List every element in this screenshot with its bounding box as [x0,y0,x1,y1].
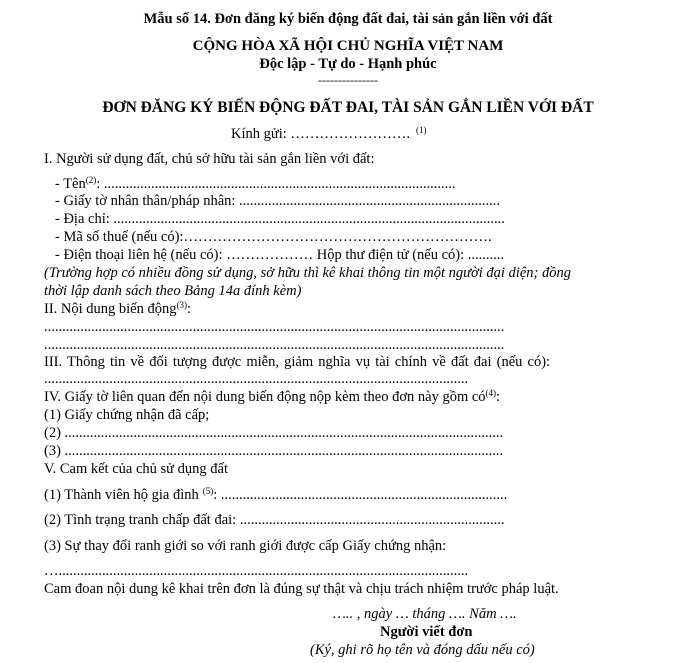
section3-heading: III. Thông tin về đối tượng được miễn, giảm nghĩa vụ tài chính về đất đai (nếu có): [44,354,551,370]
declaration: Cam đoan nội dung kê khai trên đơn là đúng sự thật và chịu trách nhiệm trước pháp luật. [44,581,559,597]
date-line: ….. , ngày … tháng …. Năm …. [333,606,517,622]
nation-header: CỘNG HÒA XÃ HỘI CHỦ NGHĨA VIỆT NAM [192,38,504,54]
section2-heading-line: II. Nội dung biến động$^{(3)}$: [44,300,192,317]
section4-heading: IV. Giấy tờ liên quan đến nội dung biến động nộp kèm theo đơn này gồm có [44,389,486,405]
addressee-note: (1) [416,125,427,135]
section1-note-line2: thời lập danh sách theo Bảng 14a đính kèm) [44,283,302,299]
name-note: (2) [85,175,97,185]
commitment-item1-label: (1) Thành viên hộ gia đình [44,487,199,503]
section1-heading: I. Người sử dụng đất, chủ sở hữu tài sản gắn liền với đất: [44,151,375,167]
signer-title: Người viết đơn [380,624,473,640]
id-doc-field: - Giấy tờ nhân thân/pháp nhân: ........................................................................ [55,193,501,209]
name-dots: : ................................................................................................. [96,176,456,192]
section5-heading: V. Cam kết của chủ sử dụng đất [44,461,228,477]
document-title: ĐƠN ĐĂNG KÝ BIẾN ĐỘNG ĐẤT ĐAI, TÀI SẢN GẮN LIỀN VỚI ĐẤT [102,99,594,116]
addressee-text: Kính gửi: ……………………. [231,126,411,142]
form-code: Mẫu số 14. Đơn đăng ký biến động đất đai, tài sản gắn liền với đất [143,11,553,27]
commitment-item3-dots: …................................................................................................................. [44,563,469,579]
commitment-item1-note: (5) [202,486,214,496]
section4-note: (4) [485,388,497,398]
section4-heading-line: IV. Giấy tờ liên quan đến nội dung biến động nộp kèm theo đơn này gồm $có^{(4)}$: [44,388,501,405]
section2-line2: ............................................................................................................................... [44,337,505,353]
attachment-item3: (3) ......................................................................................................................... [44,443,504,459]
commitment-item3: (3) Sự thay đổi ranh giới so với ranh giới được cấp Giấy chứng nhận: [44,538,447,554]
attachment-item2: (2) ......................................................................................................................... [44,425,504,441]
commitment-item1-dots: : ............................................................................... [213,487,508,503]
commitment-item1 [44,487,507,503]
address-field: - Địa chỉ: ............................................................................................................ [55,211,505,227]
commitment-item2: (2) Tình trạng tranh chấp đất đai: ......................................................................... [44,512,505,528]
tax-code-field: - Mã số thuế (nếu có):………………………………………………………. [55,229,492,245]
section3-line1: ..................................................................................................................... [44,371,469,387]
attachment-item1: (1) Giấy chứng nhận đã cấp; [44,407,210,423]
section2-note: (3) [176,300,187,310]
separator: --------------- [318,73,378,87]
phone-email-field: - Điện thoại liên hệ (nếu có): ……………… Hộp thư điện tử (nếu có): .......... [55,247,505,263]
addressee-line [231,126,427,142]
name-label: - Tên [55,176,86,192]
name-field [55,177,456,192]
section2-heading: II. Nội dung biến động [44,301,177,317]
section1-note-line1: (Trường hợp có nhiều đồng sử dụng, sở hữu thì kê khai thông tin một người đại diện; đồng [44,265,571,281]
signer-note: (Ký, ghi rõ họ tên và đóng dấu nếu có) [310,642,535,658]
section2-line1: ............................................................................................................................... [44,319,505,335]
motto: Độc lập - Tự do - Hạnh phúc [259,56,437,72]
